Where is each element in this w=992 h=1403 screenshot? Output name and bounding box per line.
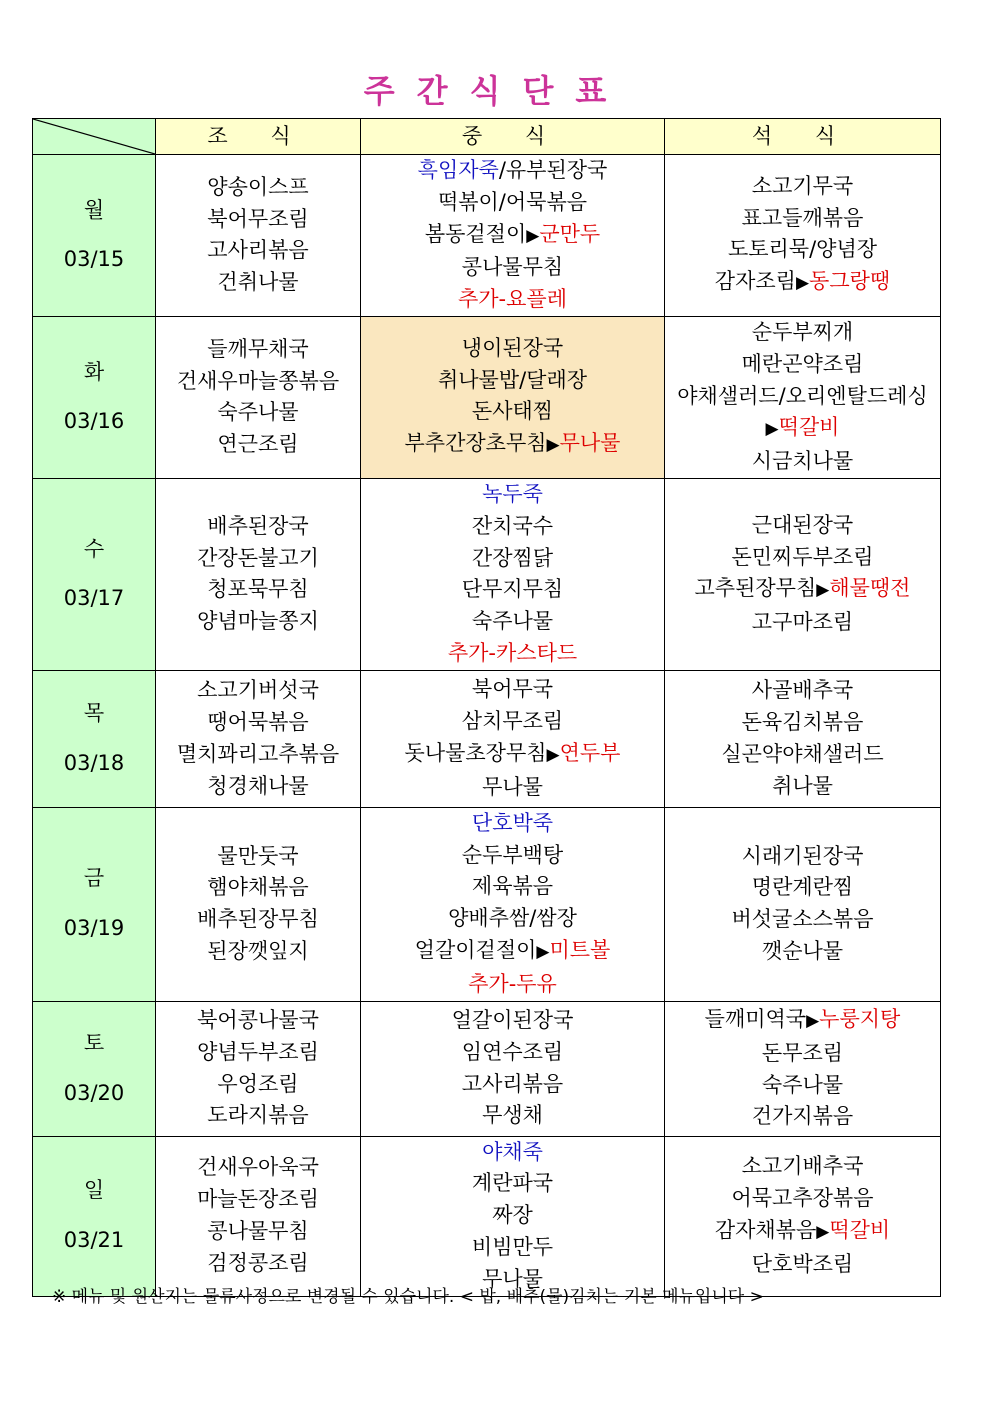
menu-item (361, 1069, 664, 1101)
menu-item (361, 219, 664, 253)
menu-item-text: 시래기된장국 (741, 843, 864, 868)
menu-item (156, 267, 360, 299)
arrow-right-icon: ▶ (806, 1010, 820, 1031)
menu-item (156, 675, 360, 707)
menu-item-text: 메란곤약조림 (741, 351, 864, 376)
day-row (33, 1001, 941, 1136)
menu-item (156, 1069, 360, 1101)
arrow-right-icon: ▶ (526, 225, 540, 246)
lunch-cell (361, 155, 665, 317)
menu-item-text: 양송이스프 (207, 174, 309, 199)
day-name: 화 (83, 359, 105, 384)
menu-item-text: 냉이된장국 (461, 335, 564, 360)
menu-item-text: 도토리묵/양념장 (727, 237, 878, 262)
menu-item (156, 235, 360, 267)
menu-item (665, 381, 940, 413)
menu-item (665, 872, 940, 904)
menu-item (361, 871, 664, 903)
header-dinner: 석 식 (665, 119, 941, 155)
menu-item (665, 1070, 940, 1102)
menu-item (361, 1100, 664, 1132)
menu-item-text: 고구마조림 (751, 610, 854, 635)
menu-item-text: 북어무국 (471, 677, 554, 702)
menu-item (665, 1038, 940, 1070)
menu-item (665, 1215, 940, 1249)
menu-item-text: 순두부백탕 (461, 842, 564, 867)
menu-item-text: 얼갈이된장국 (451, 1007, 574, 1032)
menu-item (361, 1137, 664, 1169)
day-row (33, 670, 941, 807)
menu-item-text: 비빔만두 (471, 1234, 554, 1259)
menu-item (156, 707, 360, 739)
menu-item (361, 706, 664, 738)
menu-item (665, 675, 940, 707)
menu-item (156, 1216, 360, 1248)
menu-item (665, 771, 940, 803)
menu-item (156, 429, 360, 461)
breakfast-cell (156, 155, 361, 317)
menu-item (665, 904, 940, 936)
menu-item-text: 봄동겉절이 (424, 221, 527, 246)
menu-item-text: 흑임자죽 (417, 158, 499, 182)
menu-item-text: 북어무조림 (207, 206, 309, 231)
menu-item-text: 야채샐러드/오리엔탈드레싱 (677, 383, 928, 408)
menu-item-alternative: 떡갈비 (829, 1218, 891, 1243)
menu-item-text: 마늘돈장조림 (197, 1187, 319, 1212)
arrow-right-icon: ▶ (765, 419, 779, 440)
menu-item-text: 취나물밥/달래장 (437, 367, 588, 392)
header-row (33, 119, 941, 155)
menu-item-text: 어묵고추장볶음 (731, 1186, 874, 1211)
day-row (33, 478, 941, 670)
menu-item (665, 707, 940, 739)
menu-item-text: 단무지무침 (461, 577, 564, 602)
menu-item-text: 건가지볶음 (751, 1104, 854, 1129)
menu-item (665, 739, 940, 771)
day-cell (33, 155, 156, 317)
menu-item (156, 366, 360, 398)
menu-item-alternative: 무나물 (559, 431, 621, 456)
menu-item-text: 소고기무국 (751, 173, 854, 198)
menu-item-text: 배추된장무침 (197, 907, 319, 932)
menu-item (156, 936, 360, 968)
menu-item (361, 738, 664, 772)
dinner-cell (665, 670, 941, 807)
day-cell (33, 478, 156, 670)
menu-item-text: 들깨미역국 (704, 1006, 807, 1031)
menu-item-text: 멸치꽈리고추볶음 (176, 741, 340, 766)
menu-item-text: 건새우아욱국 (197, 1155, 319, 1180)
menu-item (156, 606, 360, 638)
menu-item (665, 234, 940, 266)
menu-item-text: 고추된장무침 (694, 576, 817, 601)
menu-item-text: 돈민찌두부조림 (731, 544, 874, 569)
menu-item-text: 감자조림 (714, 269, 796, 294)
menu-item-text: 임연수조림 (461, 1039, 564, 1064)
menu-item (156, 739, 360, 771)
menu-item (156, 1005, 360, 1037)
lunch-cell (361, 670, 665, 807)
menu-item (361, 935, 664, 969)
lunch-cell (361, 1136, 665, 1296)
day-date: 03/21 (63, 1228, 125, 1253)
menu-item-alternative: 미트볼 (549, 937, 611, 962)
corner-cell (33, 119, 156, 155)
menu-item-text: 짜장 (492, 1203, 533, 1228)
menu-item (665, 510, 940, 542)
menu-item-text: 순두부찌개 (751, 319, 854, 344)
weekly-menu-table (32, 118, 941, 1297)
menu-item-alternative: 동그랑땡 (809, 269, 891, 294)
day-date: 03/20 (63, 1080, 125, 1105)
menu-item (361, 574, 664, 606)
menu-item-text: 간장돈불고기 (197, 545, 319, 570)
menu-item (361, 333, 664, 365)
menu-item-alternative: 누룽지탕 (819, 1006, 901, 1031)
menu-item (665, 203, 940, 235)
menu-item-text: 단호박죽 (471, 810, 554, 835)
day-cell (33, 670, 156, 807)
menu-item-text: 깻순나물 (761, 938, 844, 963)
menu-item-text: 청경채나물 (207, 773, 309, 798)
menu-item-alternative: 연두부 (559, 740, 621, 765)
menu-item-text: 근대된장국 (751, 512, 854, 537)
menu-item-suffix: /유부된장국 (498, 158, 608, 182)
menu-item (361, 155, 664, 187)
lunch-cell (361, 316, 665, 478)
menu-item-text: 명란계란찜 (751, 875, 854, 900)
menu-item (665, 1151, 940, 1183)
menu-item (665, 171, 940, 203)
menu-item-text: 고사리볶음 (207, 238, 309, 263)
breakfast-cell (156, 670, 361, 807)
menu-item (361, 903, 664, 935)
breakfast-cell (156, 1136, 361, 1296)
dinner-cell (665, 1136, 941, 1296)
menu-item-text: 숙주나물 (471, 609, 554, 634)
arrow-right-icon: ▶ (546, 744, 560, 765)
menu-item (156, 841, 360, 873)
menu-item-text: 북어콩나물국 (197, 1007, 319, 1032)
day-date: 03/17 (63, 586, 125, 611)
day-row (33, 155, 941, 317)
menu-item (665, 1004, 940, 1038)
lunch-cell (361, 478, 665, 670)
day-date: 03/16 (63, 409, 125, 434)
menu-item-text: 돈무조림 (761, 1040, 844, 1065)
menu-item (156, 334, 360, 366)
menu-item-text: 물만둣국 (217, 843, 299, 868)
breakfast-cell (156, 807, 361, 1001)
menu-item-alternative: 군만두 (539, 221, 601, 246)
menu-item-text: 무생채 (482, 1103, 543, 1128)
menu-item-text: 들깨무채국 (207, 336, 309, 361)
menu-body (33, 155, 941, 1297)
menu-item-text: 시금치나물 (751, 449, 854, 474)
arrow-right-icon: ▶ (536, 941, 550, 962)
menu-item-text: 추가-두유 (468, 971, 557, 996)
menu-item (156, 172, 360, 204)
day-row (33, 316, 941, 478)
menu-item (156, 1248, 360, 1280)
menu-item (361, 606, 664, 638)
menu-item-text: 양념마늘쫑지 (197, 609, 319, 634)
menu-item-text: 버섯굴소스볶음 (731, 907, 874, 932)
menu-item (665, 446, 940, 478)
menu-item-text: 검정콩조림 (207, 1250, 309, 1275)
dinner-cell (665, 316, 941, 478)
menu-item (665, 841, 940, 873)
menu-item (156, 397, 360, 429)
menu-item-text: 사골배추국 (751, 678, 854, 703)
menu-item-text: 우엉조림 (217, 1071, 299, 1096)
menu-item (156, 511, 360, 543)
day-date: 03/18 (63, 750, 125, 775)
menu-item (156, 1152, 360, 1184)
menu-item-text: 추가-카스타드 (447, 640, 578, 665)
menu-item-text: 취나물 (772, 773, 833, 798)
menu-item-text: 건취나물 (217, 270, 299, 295)
menu-item-text: 녹두죽 (482, 481, 543, 506)
menu-item (361, 674, 664, 706)
menu-item-text: 돈사태찜 (471, 399, 554, 424)
dinner-cell (665, 155, 941, 317)
menu-item (156, 204, 360, 236)
arrow-right-icon: ▶ (795, 273, 810, 294)
page-title: 주간식단표 (363, 72, 629, 110)
day-row (33, 1136, 941, 1296)
menu-item (156, 543, 360, 575)
menu-item-text: 햄야채볶음 (207, 875, 309, 900)
menu-item-text: 소고기배추국 (741, 1154, 864, 1179)
menu-item (361, 1005, 664, 1037)
menu-item (361, 543, 664, 575)
menu-item (156, 574, 360, 606)
menu-item-text: 떡볶이/어묵볶음 (437, 189, 588, 214)
menu-item-text: 부추간장초무침 (404, 431, 547, 456)
breakfast-cell (156, 316, 361, 478)
day-name: 수 (83, 536, 105, 561)
day-name: 일 (83, 1178, 105, 1203)
menu-item (361, 808, 664, 840)
header-lunch: 중 식 (361, 119, 665, 155)
menu-item-alternative: 해물땡전 (829, 576, 911, 601)
day-cell (33, 1001, 156, 1136)
menu-item-text: 추가-요플레 (457, 287, 567, 312)
menu-item (665, 1183, 940, 1215)
menu-item (156, 771, 360, 803)
menu-item-text: 돈육김치볶음 (741, 709, 864, 734)
menu-item-text: 콩나물무침 (461, 255, 564, 280)
menu-item (665, 936, 940, 968)
day-row (33, 807, 941, 1001)
lunch-cell (361, 1001, 665, 1136)
menu-item-text: 야채죽 (482, 1139, 543, 1164)
dinner-cell (665, 807, 941, 1001)
breakfast-cell (156, 1001, 361, 1136)
day-cell (33, 807, 156, 1001)
menu-item (361, 638, 664, 670)
day-name: 목 (83, 700, 105, 725)
menu-item-text: 고사리볶음 (461, 1071, 564, 1096)
menu-item (156, 1037, 360, 1069)
menu-item (361, 1168, 664, 1200)
menu-item-text: 무나물 (482, 1266, 543, 1291)
dinner-cell (665, 478, 941, 670)
menu-item-text: 잔치국수 (471, 513, 554, 538)
menu-item-text: 숙주나물 (761, 1072, 844, 1097)
menu-item (665, 1249, 940, 1281)
menu-item-text: 건새우마늘쫑볶음 (176, 368, 340, 393)
day-name: 토 (83, 1030, 105, 1055)
menu-item-text: 도라지볶음 (207, 1103, 309, 1128)
arrow-right-icon: ▶ (816, 580, 830, 601)
menu-item (665, 573, 940, 607)
diagonal-line (33, 119, 155, 154)
menu-item (361, 969, 664, 1001)
menu-item (361, 428, 664, 462)
menu-item (361, 1037, 664, 1069)
menu-item (361, 252, 664, 284)
menu-item-text: 콩나물무침 (207, 1219, 309, 1244)
menu-item (665, 542, 940, 574)
menu-item-text: 간장찜닭 (471, 545, 554, 570)
menu-item (361, 187, 664, 219)
day-cell (33, 316, 156, 478)
menu-item (361, 511, 664, 543)
header-breakfast: 조 식 (156, 119, 361, 155)
menu-item-text: 무나물 (482, 774, 543, 799)
menu-item-text: 삼치무조림 (461, 708, 564, 733)
menu-item (665, 607, 940, 639)
menu-item (156, 1100, 360, 1132)
day-name: 월 (83, 197, 105, 222)
day-name: 금 (83, 866, 105, 891)
day-date: 03/19 (63, 916, 125, 941)
menu-item (156, 904, 360, 936)
menu-item-text: 표고들깨볶음 (741, 205, 864, 230)
menu-item (361, 284, 664, 316)
footnote: ※ 메뉴 및 원산지는 물류사정으로 변경될 수 있습니다. < 밥, 배추(물)김치는 기본 메뉴입니다 > (52, 1287, 764, 1307)
menu-item (665, 317, 940, 349)
menu-item (361, 1200, 664, 1232)
menu-item (665, 412, 940, 446)
menu-item (156, 872, 360, 904)
menu-item-text: 된장깻잎지 (207, 938, 309, 963)
menu-item (665, 1101, 940, 1133)
menu-item-text: 실곤약야채샐러드 (721, 741, 884, 766)
menu-item-text: 계란파국 (471, 1171, 554, 1196)
menu-item-text: 연근조림 (217, 432, 299, 457)
menu-item (361, 1232, 664, 1264)
menu-item (361, 479, 664, 511)
menu-item (361, 840, 664, 872)
menu-item (361, 772, 664, 804)
menu-item-text: 땡어묵볶음 (207, 709, 309, 734)
menu-item-text: 양념두부조림 (197, 1039, 319, 1064)
menu-item-text: 단호박조림 (751, 1251, 854, 1276)
menu-item (665, 266, 940, 300)
menu-item-text: 얼갈이겉절이 (414, 937, 537, 962)
day-cell (33, 1136, 156, 1296)
menu-item-text: 청포묵무침 (207, 577, 309, 602)
menu-item-alternative: 떡갈비 (778, 415, 840, 440)
menu-item-text: 양배추쌈/쌈장 (448, 906, 577, 931)
menu-item-text: 배추된장국 (207, 513, 309, 538)
lunch-cell (361, 807, 665, 1001)
day-date: 03/15 (63, 247, 125, 272)
menu-item-text: 숙주나물 (217, 400, 299, 425)
menu-item-text: 제육볶음 (471, 874, 554, 899)
menu-item-text: 감자채볶음 (714, 1218, 817, 1243)
menu-item-text: 돗나물초장무침 (404, 740, 547, 765)
menu-item (361, 365, 664, 397)
menu-item-text: 소고기버섯국 (197, 678, 319, 703)
menu-item (361, 396, 664, 428)
menu-item (156, 1184, 360, 1216)
breakfast-cell (156, 478, 361, 670)
arrow-right-icon: ▶ (546, 435, 560, 456)
dinner-cell (665, 1001, 941, 1136)
arrow-right-icon: ▶ (816, 1222, 830, 1243)
menu-item (665, 349, 940, 381)
